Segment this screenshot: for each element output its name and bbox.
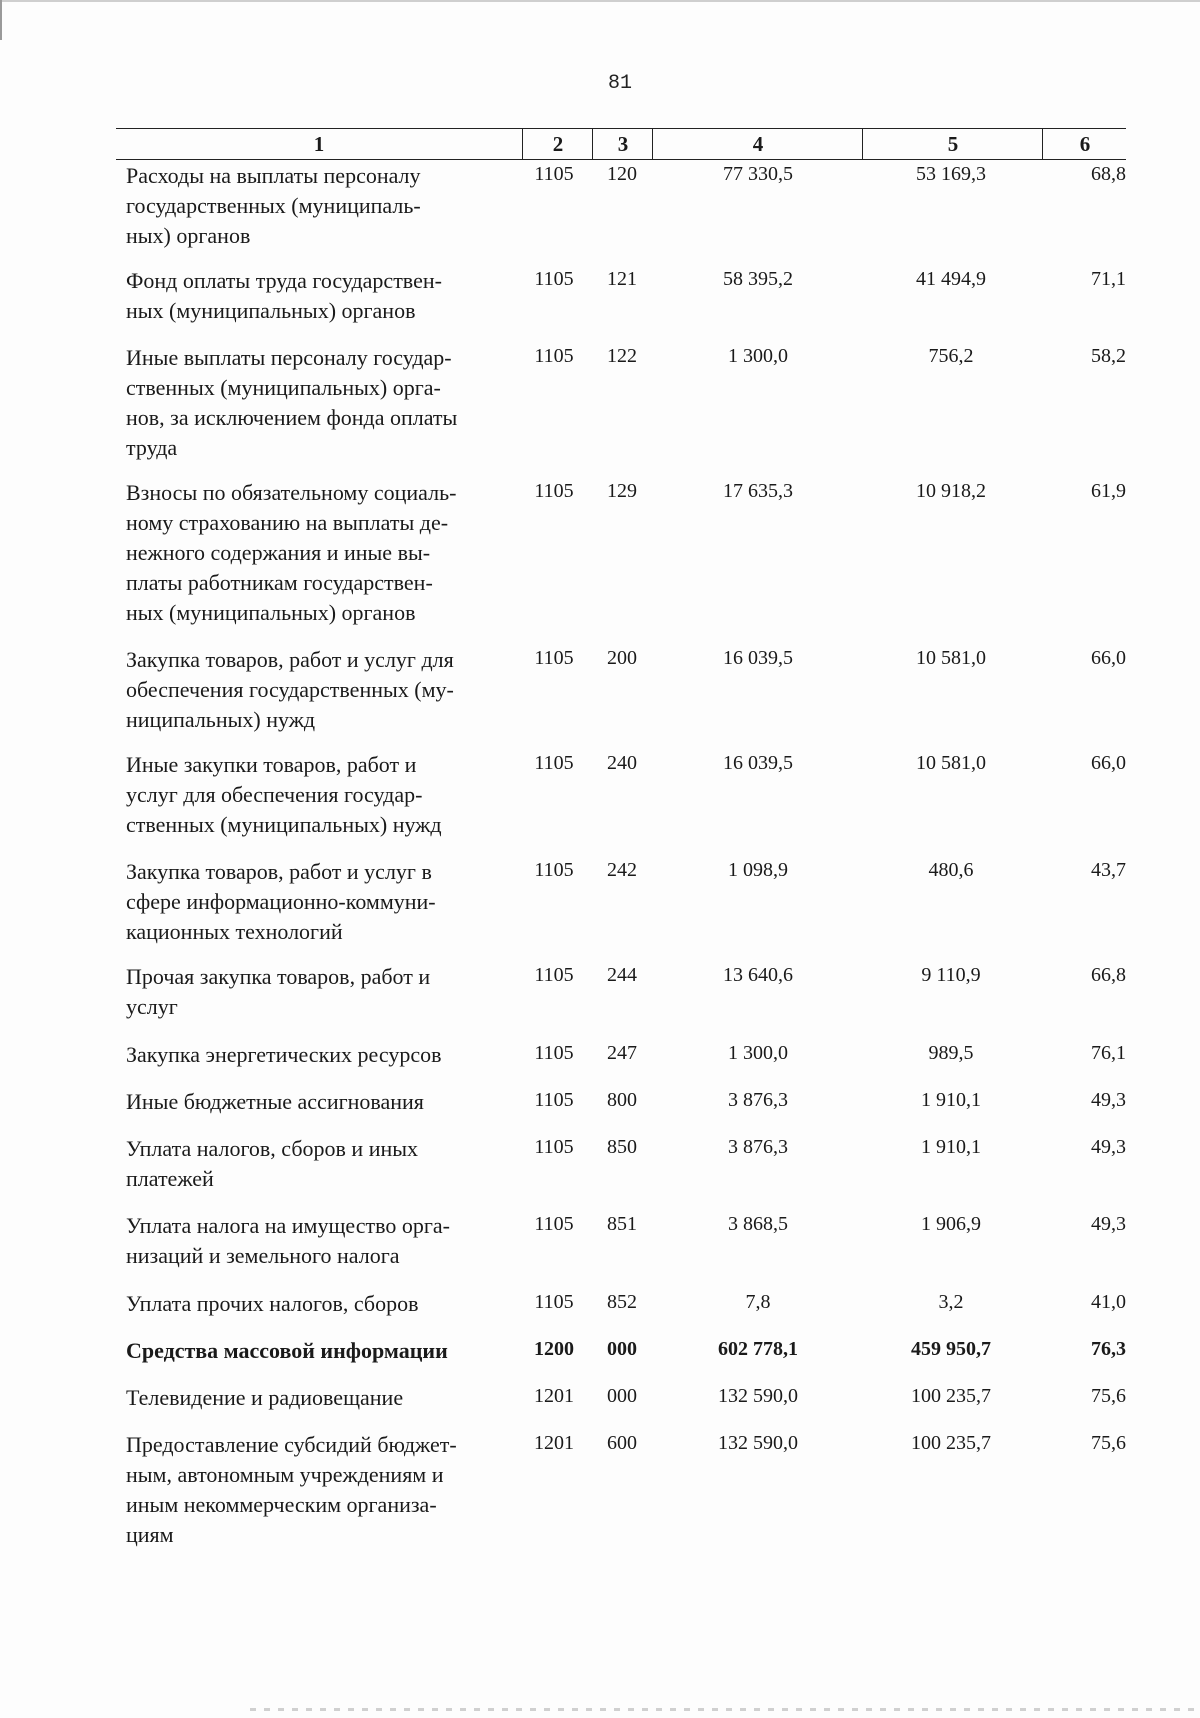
description-line: обеспечения государственных (му- [126, 677, 454, 702]
cell-col-5: 756,2 [928, 345, 974, 367]
header-col-2: 2 [522, 129, 593, 159]
header-col-3: 3 [592, 129, 653, 159]
cell-col-4: 3 876,3 [728, 1136, 788, 1158]
description-line: Телевидение и радиовещание [126, 1385, 404, 1410]
cell-col-6: 75,6 [1091, 1432, 1126, 1454]
cell-col-2: 1105 [534, 964, 574, 986]
cell-col-6: 49,3 [1091, 1089, 1126, 1111]
cell-col-2: 1201 [534, 1432, 574, 1454]
cell-col-5: 1 910,1 [921, 1136, 981, 1158]
cell-col-4: 13 640,6 [723, 964, 793, 986]
description-line: платежей [126, 1166, 214, 1191]
cell-col-3: 242 [607, 859, 637, 881]
cell-col-6: 41,0 [1091, 1291, 1126, 1313]
description-line: нов, за исключением фонда оплаты [126, 405, 458, 430]
cell-col-4: 16 039,5 [723, 752, 793, 774]
cell-col-6: 58,2 [1091, 345, 1126, 367]
cell-col-3: 850 [607, 1136, 637, 1158]
cell-col-3: 240 [607, 752, 637, 774]
cell-col-4: 3 876,3 [728, 1089, 788, 1111]
cell-col-3: 851 [607, 1213, 637, 1235]
description-line: ных (муниципальных) органов [126, 600, 416, 625]
cell-col-4: 17 635,3 [723, 480, 793, 502]
cell-col-2: 1200 [534, 1338, 574, 1360]
cell-col-4: 3 868,5 [728, 1213, 788, 1235]
cell-col-3: 120 [607, 163, 637, 185]
cell-col-2: 1105 [534, 1291, 574, 1313]
cell-col-6: 71,1 [1091, 268, 1126, 290]
cell-col-4: 1 300,0 [728, 345, 788, 367]
cell-col-6: 43,7 [1091, 859, 1126, 881]
cell-col-4: 77 330,5 [723, 163, 793, 185]
description-line: Уплата прочих налогов, сборов [126, 1291, 419, 1316]
cell-col-2: 1105 [534, 1089, 574, 1111]
description-line: услуг [126, 994, 178, 1019]
description-line: Взносы по обязательному социаль- [126, 480, 457, 505]
description-line: Предоставление субсидий бюджет- [126, 1432, 457, 1457]
description-line: Закупка энергетических ресурсов [126, 1042, 442, 1067]
header-col-4: 4 [652, 129, 863, 159]
cell-col-2: 1105 [534, 345, 574, 367]
description-line: сфере информационно-коммуни- [126, 889, 436, 914]
description-line: Иные выплаты персоналу государ- [126, 345, 452, 370]
cell-col-4: 58 395,2 [723, 268, 793, 290]
cell-col-6: 49,3 [1091, 1136, 1126, 1158]
cell-col-3: 200 [607, 647, 637, 669]
cell-col-5: 100 235,7 [911, 1385, 991, 1407]
cell-col-2: 1105 [534, 163, 574, 185]
cell-col-5: 53 169,3 [916, 163, 986, 185]
description-line: Уплата налогов, сборов и иных [126, 1136, 419, 1161]
cell-col-6: 68,8 [1091, 163, 1126, 185]
cell-col-3: 852 [607, 1291, 637, 1313]
table-header [116, 128, 1126, 160]
description-line: Иные закупки товаров, работ и [126, 752, 417, 777]
description-line: нежного содержания и иные вы- [126, 540, 431, 565]
description-line: ному страхованию на выплаты де- [126, 510, 449, 535]
description-line: Уплата налога на имущество орга- [126, 1213, 450, 1238]
cell-col-4: 132 590,0 [718, 1432, 798, 1454]
scan-edge-left [0, 0, 2, 40]
description-line: труда [126, 435, 178, 460]
description-line: ственных (муниципальных) орга- [126, 375, 441, 400]
cell-col-2: 1201 [534, 1385, 574, 1407]
cell-col-4: 16 039,5 [723, 647, 793, 669]
cell-col-6: 66,8 [1091, 964, 1126, 986]
cell-col-3: 122 [607, 345, 637, 367]
description-line: услуг для обеспечения государ- [126, 782, 423, 807]
header-col-6: 6 [1042, 129, 1127, 159]
cell-col-3: 129 [607, 480, 637, 502]
cell-col-5: 459 950,7 [911, 1338, 991, 1360]
cell-col-6: 76,3 [1091, 1338, 1126, 1360]
cell-col-3: 000 [607, 1385, 637, 1407]
cell-col-2: 1105 [534, 268, 574, 290]
cell-col-6: 61,9 [1091, 480, 1126, 502]
header-col-5: 5 [862, 129, 1043, 159]
cell-col-3: 247 [607, 1042, 637, 1064]
cell-col-3: 121 [607, 268, 637, 290]
cell-col-3: 800 [607, 1089, 637, 1111]
cell-col-5: 10 918,2 [916, 480, 986, 502]
cell-col-6: 66,0 [1091, 752, 1126, 774]
cell-col-5: 10 581,0 [916, 647, 986, 669]
description-line: ных (муниципальных) органов [126, 298, 416, 323]
cell-col-5: 1 906,9 [921, 1213, 981, 1235]
description-line: Закупка товаров, работ и услуг для [126, 647, 454, 672]
cell-col-4: 1 300,0 [728, 1042, 788, 1064]
cell-col-5: 41 494,9 [916, 268, 986, 290]
cell-col-6: 75,6 [1091, 1385, 1126, 1407]
cell-col-6: 66,0 [1091, 647, 1126, 669]
cell-col-5: 3,2 [938, 1291, 964, 1313]
header-col-1: 1 [313, 132, 325, 156]
scan-edge-top [0, 0, 1200, 2]
cell-col-5: 10 581,0 [916, 752, 986, 774]
description-line: Расходы на выплаты персоналу [126, 163, 421, 188]
cell-col-6: 49,3 [1091, 1213, 1126, 1235]
cell-col-5: 1 910,1 [921, 1089, 981, 1111]
description-line: ных) органов [126, 223, 251, 248]
description-line: иным некоммерческим организа- [126, 1492, 437, 1517]
cell-col-4: 602 778,1 [718, 1338, 798, 1360]
page-number: 81 [607, 72, 632, 95]
cell-col-5: 9 110,9 [921, 964, 981, 986]
description-line: Фонд оплаты труда государствен- [126, 268, 442, 293]
description-line: ниципальных) нужд [126, 707, 316, 732]
cell-col-4: 7,8 [745, 1291, 771, 1313]
description-line: циям [126, 1522, 174, 1547]
description-line: низаций и земельного налога [126, 1243, 400, 1268]
scan-edge-bottom [250, 1708, 1200, 1711]
cell-col-3: 244 [607, 964, 637, 986]
description-line: Прочая закупка товаров, работ и [126, 964, 431, 989]
cell-col-3: 600 [607, 1432, 637, 1454]
cell-col-2: 1105 [534, 1213, 574, 1235]
cell-col-2: 1105 [534, 859, 574, 881]
cell-col-6: 76,1 [1091, 1042, 1126, 1064]
description-line: кационных технологий [126, 919, 343, 944]
cell-col-2: 1105 [534, 1042, 574, 1064]
cell-col-5: 100 235,7 [911, 1432, 991, 1454]
cell-col-2: 1105 [534, 1136, 574, 1158]
description-line: Закупка товаров, работ и услуг в [126, 859, 432, 884]
description-line: Средства массовой информации [126, 1338, 448, 1363]
cell-col-2: 1105 [534, 752, 574, 774]
description-line: государственных (муниципаль- [126, 193, 421, 218]
cell-col-3: 000 [607, 1338, 637, 1360]
cell-col-2: 1105 [534, 647, 574, 669]
description-line: платы работникам государствен- [126, 570, 433, 595]
description-line: ным, автономным учреждениям и [126, 1462, 444, 1487]
description-line: ственных (муниципальных) нужд [126, 812, 442, 837]
cell-col-2: 1105 [534, 480, 574, 502]
cell-col-5: 989,5 [928, 1042, 974, 1064]
description-line: Иные бюджетные ассигнования [126, 1089, 424, 1114]
cell-col-4: 1 098,9 [728, 859, 788, 881]
cell-col-4: 132 590,0 [718, 1385, 798, 1407]
cell-col-5: 480,6 [928, 859, 974, 881]
